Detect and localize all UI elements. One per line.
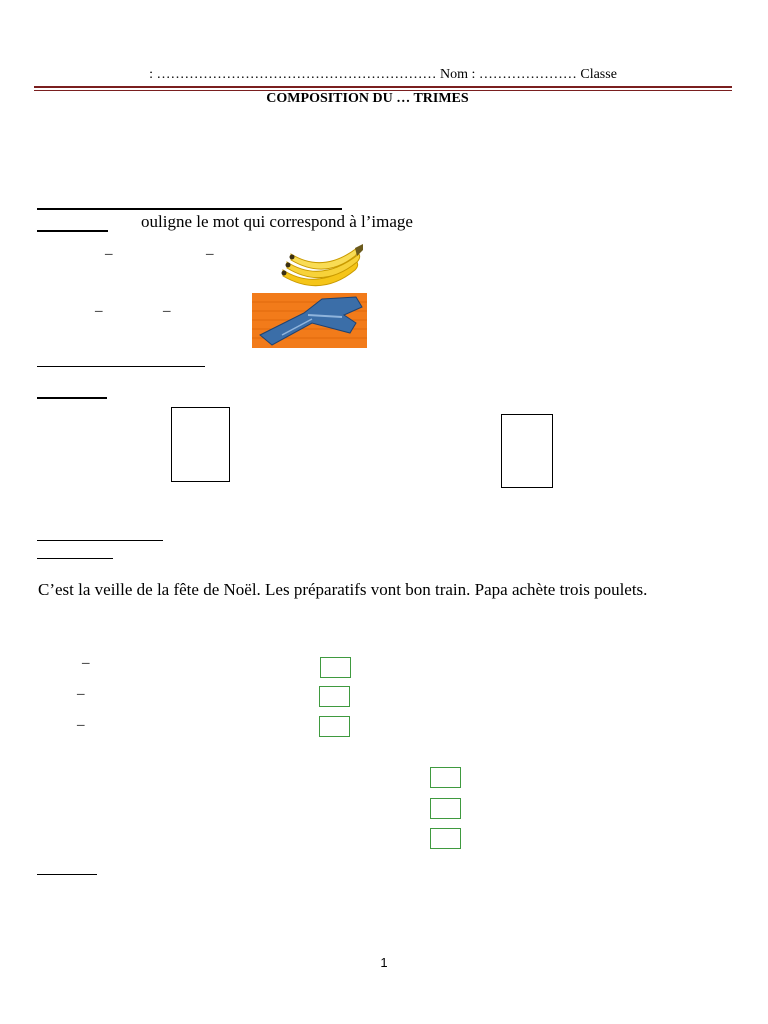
dash: –	[77, 686, 85, 702]
dash: –	[105, 246, 113, 262]
section-label-underline	[37, 230, 108, 232]
answer-checkbox[interactable]	[320, 657, 351, 678]
page-title: COMPOSITION DU … TRIMES	[266, 91, 469, 106]
banana-icon	[277, 240, 365, 288]
answer-checkbox[interactable]	[430, 767, 461, 788]
dash: –	[163, 303, 171, 319]
section-underline	[37, 366, 205, 367]
section-label-underline	[37, 874, 97, 875]
answer-box[interactable]	[501, 414, 553, 488]
answer-checkbox[interactable]	[319, 686, 350, 707]
dash: –	[95, 303, 103, 319]
section-underline	[37, 540, 163, 541]
reading-sentence: C’est la veille de la fête de Noël. Les préparatifs vont bon train. Papa achète trois poulets.	[38, 580, 648, 599]
answer-checkbox[interactable]	[319, 716, 350, 737]
dash: –	[82, 655, 90, 671]
exercise1-instruction: ouligne le mot qui correspond à l’image	[141, 212, 413, 231]
answer-checkbox[interactable]	[430, 828, 461, 849]
header-rule	[34, 86, 732, 88]
answer-box[interactable]	[171, 407, 230, 482]
section-underline	[37, 208, 342, 210]
dash: –	[206, 246, 214, 262]
section-label-underline	[37, 397, 107, 399]
section-label-underline	[37, 558, 113, 559]
answer-checkbox[interactable]	[430, 798, 461, 819]
jeans-icon	[252, 293, 367, 348]
header-line: : …………………………………………………… Nom : ………………… Classe	[149, 67, 617, 82]
page-number: 1	[380, 955, 388, 970]
dash: –	[77, 717, 85, 733]
